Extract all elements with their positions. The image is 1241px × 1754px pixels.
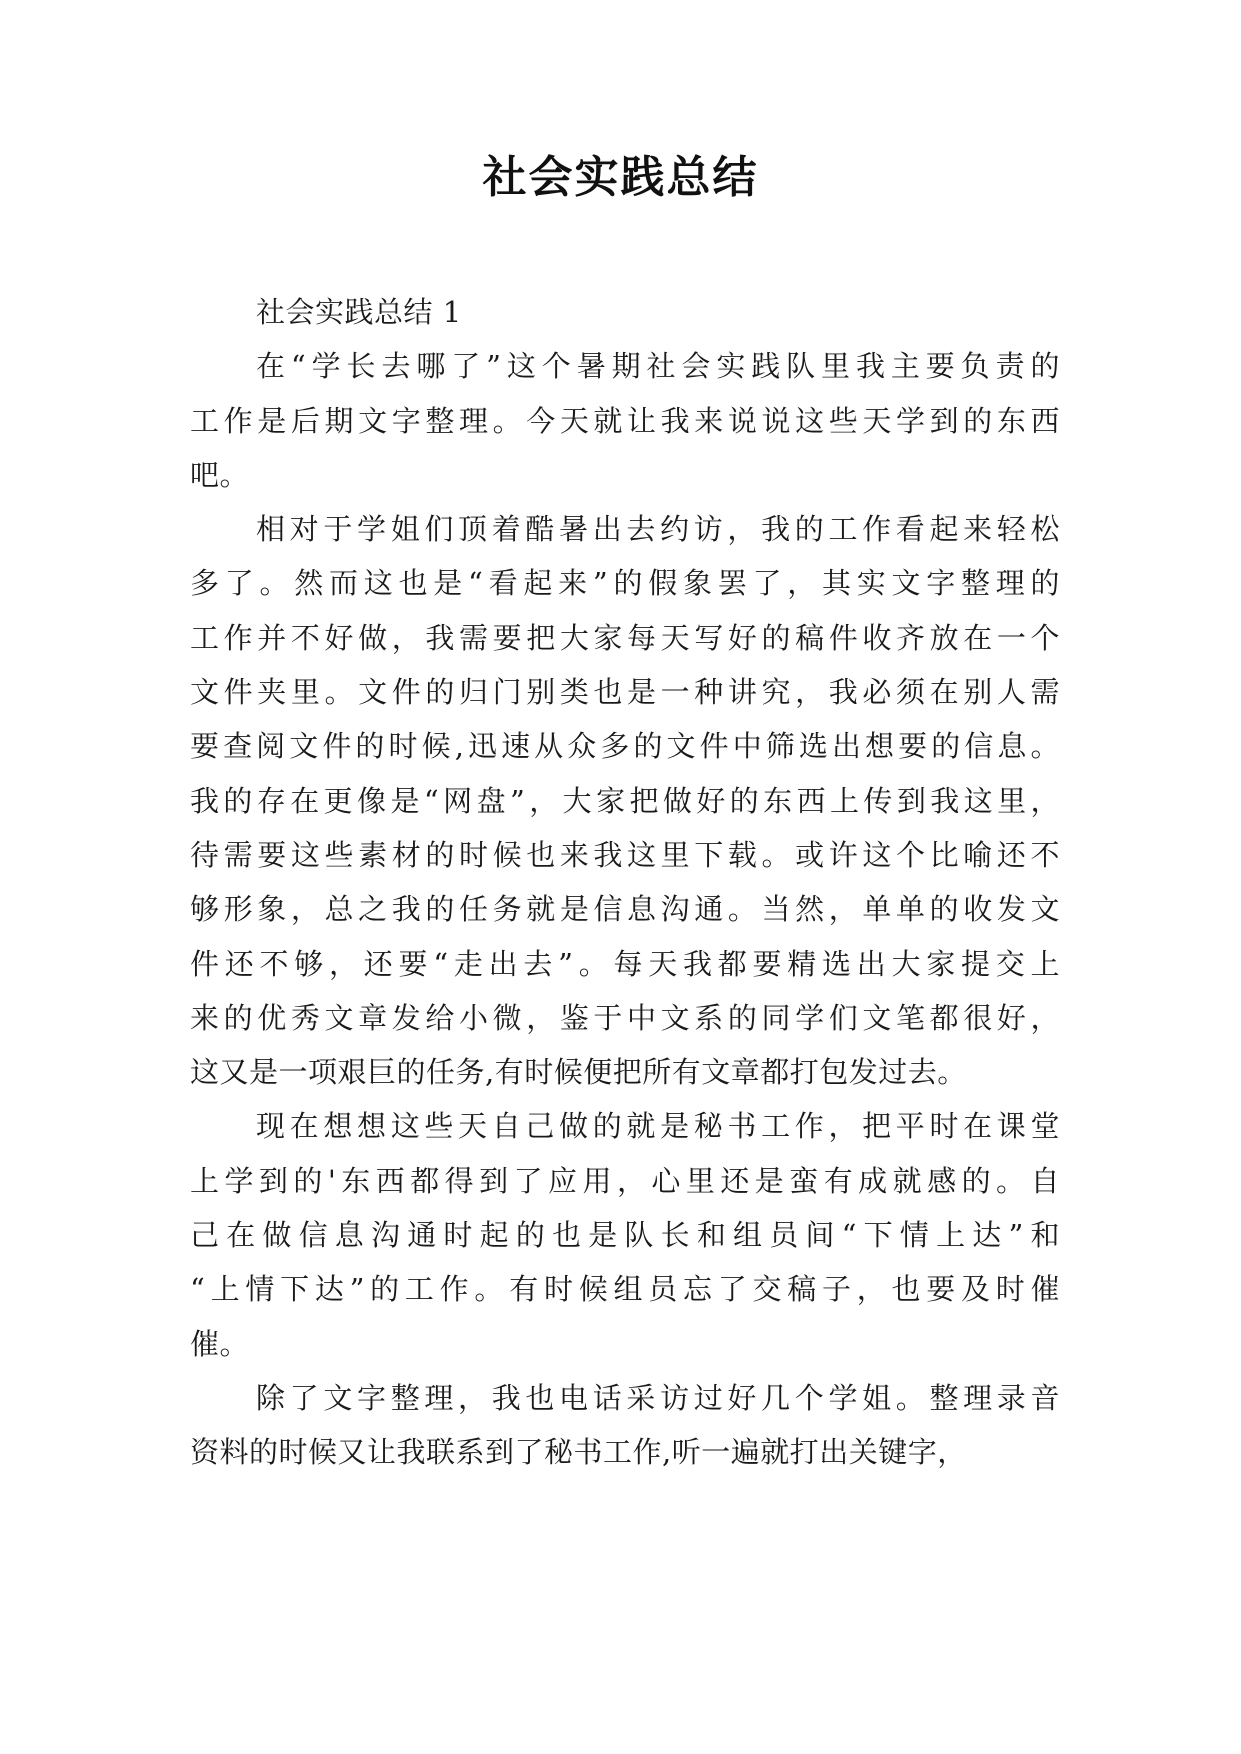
paragraph <box>190 502 1060 1099</box>
text-line: 我的存在更像是“网盘”，大家把做好的东西上传到我这里， <box>190 783 1060 818</box>
text-line: 要查阅文件的时候,迅速从众多的文件中筛选出想要的信息。 <box>190 729 1060 764</box>
text-line: 催。 <box>190 1326 250 1361</box>
text-line: 这又是一项艰巨的任务,有时候便把所有文章都打包发过去。 <box>190 1055 967 1090</box>
text-line: 己在做信息沟通时起的也是队长和组员间“下情上达”和 <box>190 1218 1060 1253</box>
text-line: 在“学长去哪了”这个暑期社会实践队里我主要负责的 <box>256 349 1060 384</box>
text-line: 多了。然而这也是“看起来”的假象罢了，其实文字整理的 <box>190 566 1060 601</box>
text-line: 除了文字整理，我也电话采访过好几个学姐。整理录音 <box>256 1380 1060 1415</box>
text-line: “上情下达”的工作。有时候组员忘了交稿子，也要及时催 <box>190 1272 1060 1307</box>
text-line: 相对于学姐们顶着酷暑出去约访，我的工作看起来轻松 <box>256 512 1060 547</box>
text-line: 来的优秀文章发给小微，鉴于中文系的同学们文笔都很好， <box>190 1000 1060 1035</box>
text-line: 上学到的'东西都得到了应用，心里还是蛮有成就感的。自 <box>190 1163 1060 1198</box>
paragraph <box>190 1099 1060 1370</box>
document-title: 社会实践总结 <box>482 152 759 203</box>
text-line: 资料的时候又让我联系到了秘书工作,听一遍就打出关键字， <box>190 1435 967 1470</box>
section-heading: 社会实践总结 1 <box>256 295 462 329</box>
text-line: 工作并不好做，我需要把大家每天写好的稿件收齐放在一个 <box>190 620 1060 655</box>
document-body <box>190 285 1060 1480</box>
text-line: 够形象，总之我的任务就是信息沟通。当然，单单的收发文 <box>190 892 1060 927</box>
text-line: 件还不够，还要“走出去”。每天我都要精选出大家提交上 <box>190 946 1060 981</box>
text-line: 文件夹里。文件的归门别类也是一种讲究，我必须在别人需 <box>190 675 1060 710</box>
text-line: 现在想想这些天自己做的就是秘书工作，把平时在课堂 <box>256 1109 1060 1144</box>
paragraph <box>190 339 1060 502</box>
text-line: 吧。 <box>190 457 250 492</box>
paragraph <box>190 1371 1060 1480</box>
text-line: 工作是后期文字整理。今天就让我来说说这些天学到的东西 <box>190 403 1060 438</box>
text-line: 待需要这些素材的时候也来我这里下载。或许这个比喻还不 <box>190 837 1060 872</box>
